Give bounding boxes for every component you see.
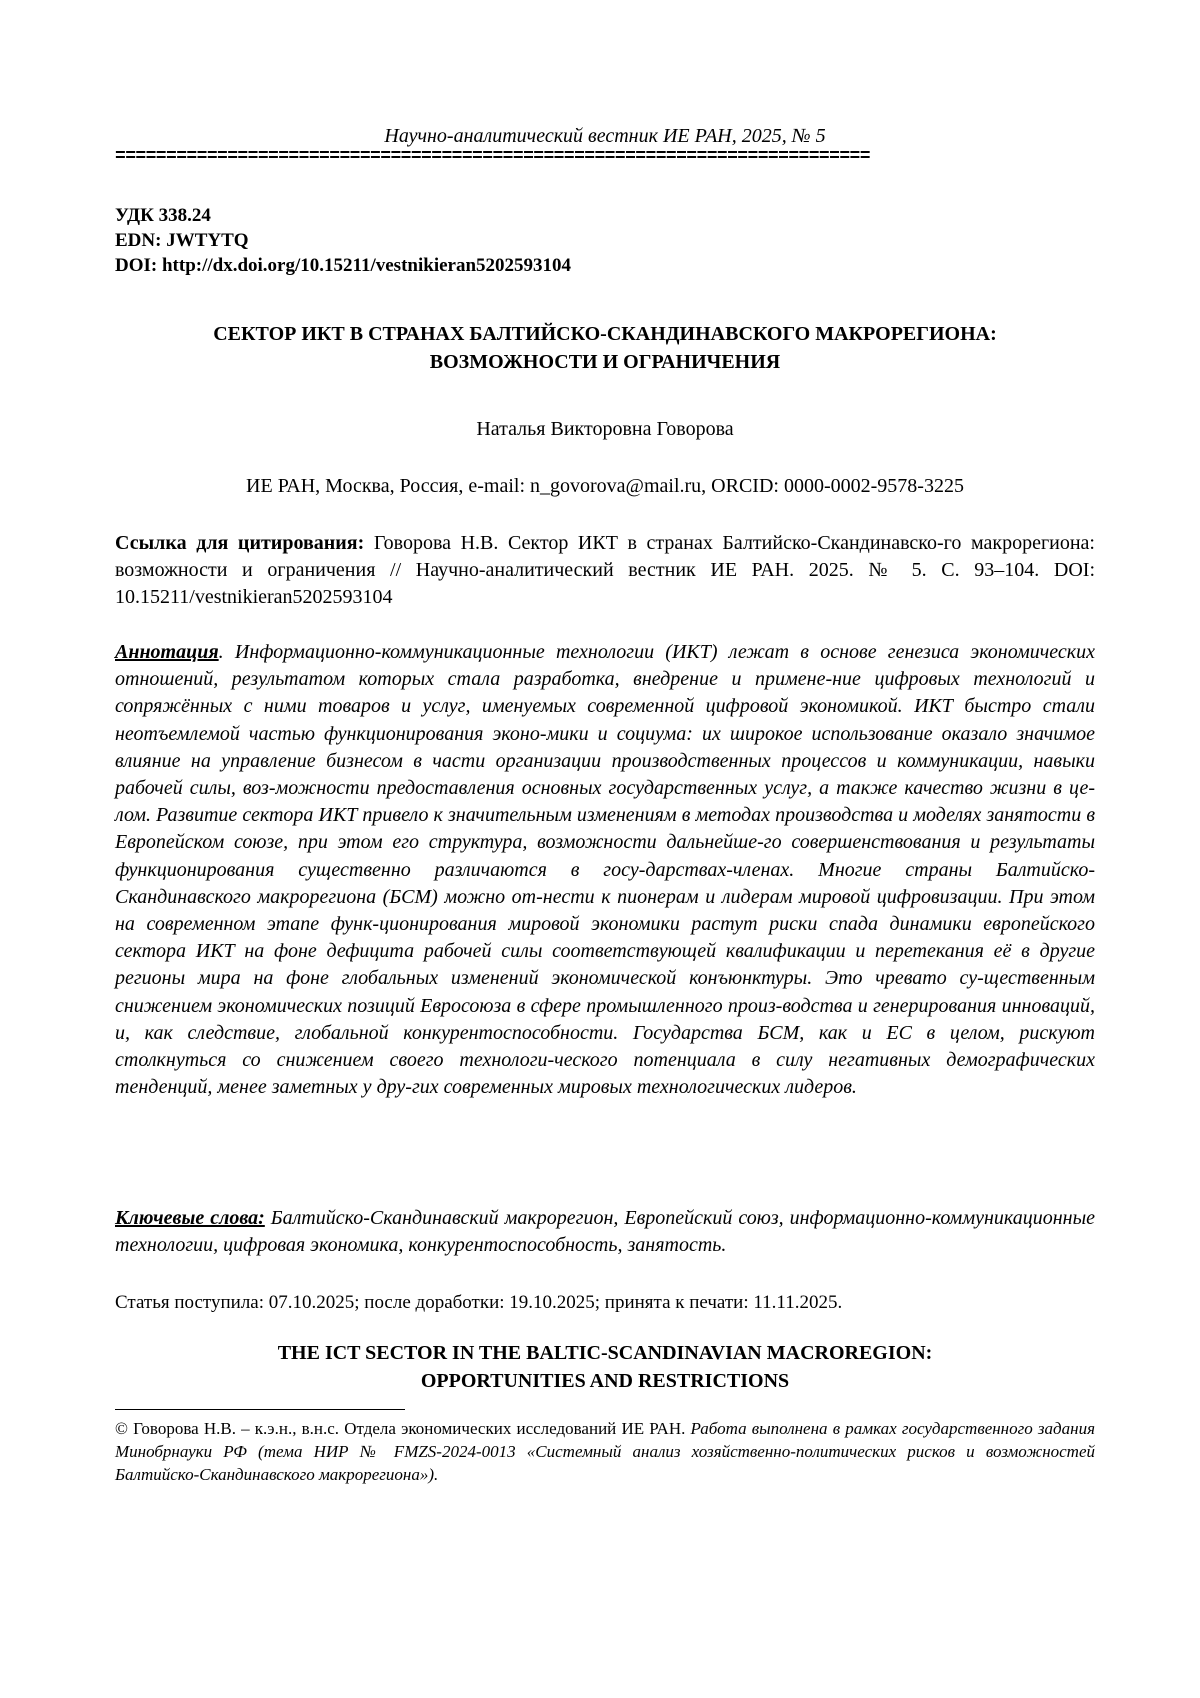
- author-name: Наталья Викторовна Говорова: [476, 418, 734, 440]
- header-double-rule: ==========================================================================: [115, 150, 870, 164]
- abstract-text: . Информационно-коммуникационные технологии (ИКТ) лежат в основе генезиса экономических отношений, результатом которых стала разработка, внедрение и примене-ние цифровых технологий и сопряжённых с ними товаров и услуг, именуемых современной цифровой экономикой. ИКТ быстро стали неотъемлемой частью функционирования эконо-мики и социума: их широкое использование оказало значимое влияние на управление бизнесом в части организации производственных процессов и коммуникации, навыки рабочей силы, воз-можности предоставления основных государственных услуг, а также качество жизни в це-лом. Развитие сектора ИКТ привело к значительным изменениям в методах производства и моделях занятости в Европейском союзе, при этом его структура, возможности дальнейше-го совершенствования и результаты функционирования существенно различаются в госу-дарствах-членах. Многие страны Балтийско-Скандинавского макрорегиона (БСМ) можно от-нести к пионерам и лидерам мировой цифровизации. При этом на современном этапе функ-ционирования мировой экономики растут риски спада динамики европейского сектора ИКТ на фоне дефицита рабочей силы соответствующей квалификации и перетекания её в другие регионы мира на фоне глобальных изменений экономической конъюнктуры. Это чревато су-щественным снижением экономических позиций Евросоюза в сфере промышленного произ-водства и генерирования инноваций, и, как следствие, глобальной конкурентоспособности. Государства БСМ, как и ЕС в целом, рискуют столкнуться со снижением своего технологи-ческого потенциала в силу негативных демографических тенденций, менее заметных у дру-гих современных мировых технологических лидеров.: [115, 641, 1095, 1099]
- edn-code: EDN: JWTYTQ: [115, 230, 249, 251]
- footnote-separator: [115, 1409, 405, 1410]
- article-title-english: [115, 1339, 1095, 1395]
- abstract-block: [115, 639, 1095, 1101]
- footnote-funding-note: Работа выполнена в рамках государственного задания Минобрнауки РФ (тема НИР № FMZS-2024-0013 «Системный анализ хозяйственно-политических рисков и возможностей Балтийско-Скандинавского макрорегиона»).: [115, 1419, 1095, 1484]
- footnote: [115, 1417, 1095, 1486]
- citation-block: [115, 530, 1095, 611]
- article-dates: Статья поступила: 07.10.2025; после доработки: 19.10.2025; принята к печати: 11.11.2025.: [115, 1292, 843, 1313]
- article-title-line-2: ВОЗМОЖНОСТИ И ОГРАНИЧЕНИЯ: [429, 351, 781, 373]
- keywords-text: Балтийско-Скандинавский макрорегион, Европейский союз, информационно-коммуникационные технологии, цифровая экономика, конкурентоспособность, занятость.: [115, 1207, 1096, 1256]
- keywords-label: Ключевые слова:: [115, 1207, 265, 1229]
- article-metadata: [115, 203, 571, 278]
- doi-link[interactable]: DOI: http://dx.doi.org/10.15211/vestnikieran5202593104: [115, 255, 572, 276]
- article-title: [115, 320, 1095, 376]
- abstract-label: Аннотация: [115, 641, 219, 663]
- citation-text: Говорова Н.В. Сектор ИКТ в странах Балтийско-Скандинавско-го макрорегиона: возможности и ограничения // Научно-аналитический вестник ИЕ РАН. 2025. № 5. С. 93–104. DOI: 10.15211/vestnikieran5202593104: [115, 532, 1095, 608]
- article-title-line-1: СЕКТОР ИКТ В СТРАНАХ БАЛТИЙСКО-СКАНДИНАВСКОГО МАКРОРЕГИОНА:: [213, 323, 997, 345]
- running-head: Научно-аналитический вестник ИЕ РАН, 2025, № 5: [384, 125, 826, 147]
- footnote-author-info: © Говорова Н.В. – к.э.н., в.н.с. Отдела экономических исследований ИЕ РАН.: [115, 1419, 691, 1438]
- article-title-english-line-2: OPPORTUNITIES AND RESTRICTIONS: [420, 1370, 790, 1392]
- citation-label: Ссылка для цитирования:: [115, 532, 365, 554]
- udk-code: УДК 338.24: [115, 205, 211, 226]
- keywords-block: [115, 1205, 1095, 1259]
- article-title-english-line-1: THE ICT SECTOR IN THE BALTIC-SCANDINAVIAN MACROREGION:: [277, 1342, 933, 1364]
- author-affiliation: ИЕ РАН, Москва, Россия, e-mail: n_govorova@mail.ru, ORCID: 0000-0002-9578-3225: [246, 475, 964, 497]
